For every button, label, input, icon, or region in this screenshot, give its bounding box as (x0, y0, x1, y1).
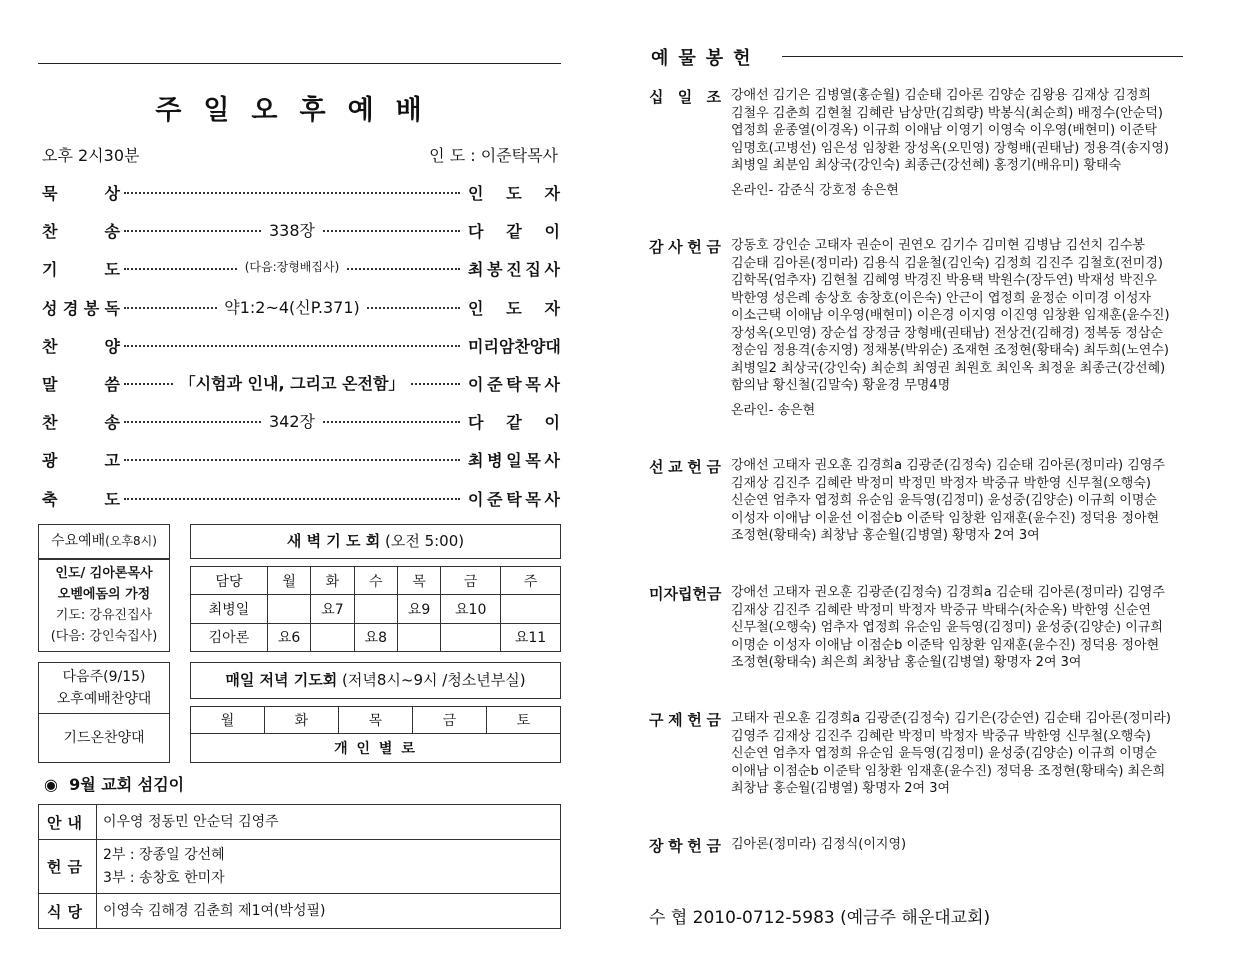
service-line: 이우영 정동민 안순덕 김영주 (103, 813, 279, 830)
order-person: 다 같 이 (468, 222, 560, 242)
order-label: 묵 상 (42, 184, 120, 203)
order-row (42, 334, 560, 358)
service-time: 오후 2시30분 (42, 146, 140, 165)
dawn-cell: 김아론 (191, 623, 268, 651)
offering-category: 감 사 헌 금 (649, 238, 721, 256)
nextweek-choir-box (38, 713, 170, 763)
dawn-header-cell: 월 (267, 567, 310, 595)
service-row (39, 805, 561, 840)
order-label: 성 경 봉 독 (42, 298, 120, 318)
service-line: 이영숙 김해경 김춘희 제1여(박성필) (103, 902, 326, 919)
evening-detail: (저녁8시~9시 /청소년부실) (342, 671, 526, 689)
dawn-header-cell: 화 (311, 567, 354, 595)
offering-name-line: 임명호(고병선) 임은성 임창환 장성옥(오민영) 장형배(권태남) 정용격(송지영) (731, 140, 1169, 156)
dawn-cell: 최병일 (191, 595, 268, 623)
offering-name-line: 이성자 이애남 이윤선 이점순b 이준탁 임창환 임재훈(윤수진) 정덕용 정아현 (731, 510, 1160, 526)
service-label: 헌금 (39, 840, 97, 894)
offering-category: 구 제 헌 금 (649, 711, 721, 729)
offering-name-line: 고태자 권오훈 김경희a 김광준(김정숙) 김기은(강순연) 김순태 김아론(정미라) (731, 711, 1171, 726)
offering-names (731, 710, 1183, 798)
offering-name-line: 강동호 강인순 고태자 권순이 권연오 김기수 김미현 김병남 김선치 김수봉 (731, 238, 1145, 253)
dawn-cell (311, 623, 354, 651)
dawn-cell (397, 623, 440, 651)
order-row (42, 487, 560, 511)
offering-rule (782, 56, 1183, 57)
order-person: 인 도 자 (468, 298, 560, 318)
offering-name-line: 김아론(정미라) 김정식(이지영) (731, 837, 907, 852)
wednesday-next: (다음: 강인숙집사) (50, 629, 158, 644)
order-label: 찬 송 (42, 413, 120, 433)
dawn-cell: 요6 (267, 623, 310, 651)
order-row (42, 410, 560, 434)
order-item-text: 342장 (263, 412, 321, 431)
order-label: 광 고 (42, 451, 120, 471)
service-label: 안내 (39, 805, 97, 840)
dawn-header-cell: 금 (441, 567, 501, 595)
order-person: 이 준 탁 목 사 (468, 489, 560, 509)
order-person: 미 리 암 찬 양 대 (468, 336, 561, 356)
evening-note: 개 인 별 로 (191, 734, 561, 763)
service-row (39, 894, 561, 929)
offering-name-line: 정순임 정용격(송지영) 정채봉(박위순) 조재현 조정현(황태숙) 최두희(노연수) (731, 343, 1169, 358)
service-team-table (38, 804, 561, 929)
offering-category: 십 일 조 (649, 88, 721, 106)
dotted-leader (124, 498, 460, 500)
order-item-text: 약1:2~4(신P.371) (218, 298, 366, 317)
evening-day-cell: 토 (486, 707, 560, 734)
bank-account: 수 협 2010-0712-5983 (예금주 해운대교회) (649, 908, 991, 928)
evening-title-box (190, 662, 561, 699)
wednesday-title-box (38, 524, 170, 559)
wednesday-song: 오벧에돔의 가정 (57, 587, 151, 602)
offering-names (731, 836, 1183, 854)
wednesday-time: (오후8시) (105, 534, 157, 548)
offering-names (731, 457, 1183, 545)
order-item (124, 371, 460, 394)
offering-name-line: 김학목(엄추자) 김현철 김혜영 박경진 박용택 박원수(장두연) 박재성 박진우 (731, 273, 1157, 288)
order-item (124, 295, 460, 318)
service-names (97, 840, 561, 894)
dawn-header-cell: 주 (501, 567, 561, 595)
order-row (42, 296, 560, 320)
evening-day-cell: 화 (264, 707, 338, 734)
offering-category: 장 학 헌 금 (649, 837, 721, 855)
order-person: 다 같 이 (468, 413, 560, 433)
dawn-cell: 요10 (441, 595, 501, 623)
order-item (124, 218, 460, 241)
order-label: 말 씀 (42, 375, 120, 394)
order-person: 이 준 탁 목 사 (468, 375, 560, 394)
service-label: 식당 (39, 894, 97, 929)
order-item-text: (다음:장형배집사) (239, 260, 346, 274)
dawn-cell: 요8 (354, 623, 397, 651)
evening-day-cell: 월 (191, 707, 265, 734)
order-person: 최 봉 진 집 사 (468, 260, 560, 280)
offering-name-line: 이소근택 이애남 이우영(배현미) 이은경 이지영 이진영 임창환 임재훈(윤수진) (731, 308, 1170, 323)
offering-name-line: 조정현(황태숙) 최창남 홍순월(김병열) 황명자 2여 3여 (731, 528, 1040, 543)
offering-name-line: 박한영 성은례 송상호 송창호(이은숙) 안근이 엽정희 윤정순 이미경 이성자 (731, 290, 1151, 306)
dawn-row (191, 595, 561, 623)
wednesday-leader: 인도/ 김아론목사 (55, 566, 153, 581)
order-item (124, 409, 460, 432)
evening-day-cell: 금 (412, 707, 486, 734)
evening-table (190, 706, 561, 763)
service-line: 2부 : 장종일 강선혜 (103, 846, 225, 863)
dawn-cell (441, 623, 501, 651)
nextweek-choir: 기드온찬양대 (63, 730, 145, 746)
order-row (42, 257, 560, 281)
dawn-title: 새 벽 기 도 회 (286, 532, 381, 550)
order-person: 최 병 일 목 사 (468, 451, 560, 471)
offering-heading: 예물봉헌 (651, 48, 761, 69)
service-leader: 인 도 : 이준탁목사 (429, 146, 558, 165)
evening-day-cell: 목 (338, 707, 412, 734)
wednesday-prayer: 기도: 강유진집사 (55, 608, 153, 623)
service-team-heading (44, 772, 184, 795)
offering-online: 온라인- 송은현 (731, 403, 816, 418)
offering-name-line: 신순연 엄추자 엽정희 유순임 윤득영(김정미) 윤성중(김양순) 이규희 이명순 (731, 493, 1157, 508)
offering-name-line: 장성옥(오민영) 장순섭 장정금 장형배(권태남) 전상건(김해경) 정복동 정삼순 (731, 325, 1163, 341)
page-title: 주일오후예배 (155, 95, 444, 126)
offering-name-line: 이명순 이성자 이애남 이점순b 이준탁 임창환 임재훈(윤수진) 정덕용 정아현 (731, 637, 1160, 653)
order-label: 기 도 (42, 260, 120, 280)
dawn-header-cell: 목 (397, 567, 440, 595)
dawn-cell: 요7 (311, 595, 354, 623)
dawn-header-row (191, 567, 561, 595)
offering-name-line: 최창남 홍순월(김병열) 황명자 2여 3여 (731, 781, 951, 796)
offering-names (731, 87, 1183, 175)
order-row (42, 219, 560, 243)
order-label: 축 도 (42, 489, 120, 509)
bullet-icon: ◉ (44, 775, 58, 794)
service-names (97, 805, 561, 840)
order-row (42, 372, 560, 396)
dawn-schedule-table (190, 566, 561, 652)
offering-name-line: 이애남 이점순b 이준탁 임창환 임재훈(윤수진) 정덕용 조정현(황태숙) 최은희 (731, 763, 1166, 779)
dawn-cell: 요9 (397, 595, 440, 623)
order-item-text: 「시험과 인내, 그리고 온전함」 (174, 374, 411, 393)
offering-name-line: 강애선 고태자 권오훈 김경희a 김광준(김정숙) 김순태 김아론(정미라) 김영주 (731, 458, 1165, 473)
offering-name-line: 강애선 고태자 권오훈 김광준(김정숙) 김경희a 김순태 김아론(정미라) 김영주 (731, 585, 1165, 600)
order-label: 찬 송 (42, 222, 120, 242)
dawn-cell (354, 595, 397, 623)
offering-name-line: 신순연 엄추자 엽정희 유순임 윤득영(김정미) 윤성중(김양순) 이규희 이명순 (731, 746, 1157, 761)
dawn-header-cell: 담당 (191, 567, 268, 595)
offering-names (731, 584, 1183, 672)
nextweek-title: 다음주(9/15) (62, 669, 146, 685)
dotted-leader (124, 192, 460, 194)
dawn-row (191, 623, 561, 651)
order-row (42, 181, 560, 205)
order-item (124, 256, 460, 275)
offering-name-line: 최병일 최분임 최상국(강인숙) 최종근(강선혜) 홍정기(배유미) 황태숙 (731, 158, 1122, 173)
offering-category: 선 교 헌 금 (649, 458, 721, 476)
order-row (42, 448, 560, 472)
service-names (97, 894, 561, 929)
offering-name-line: 김철우 김춘희 김현철 김혜란 남상만(김희량) 박봉식(최순희) 배정수(안순덕) (731, 105, 1163, 121)
offering-name-line: 최병일2 최상국(강인숙) 최순희 최영권 최원호 최인옥 최정윤 최종근(강선혜) (731, 360, 1166, 376)
offering-names (731, 237, 1183, 395)
service-row (39, 840, 561, 894)
offering-name-line: 신무철(오행숙) 엄추자 엽정희 유순임 윤득영(김정미) 윤성중(김양순) 이규희 (731, 620, 1163, 635)
order-label: 찬 양 (42, 336, 120, 356)
dotted-leader (124, 459, 460, 461)
offering-name-line: 김재상 김진주 김혜란 박정미 박정자 박중규 박태수(차순옥) 박한영 신순연 (731, 602, 1151, 618)
wednesday-title: 수요예배 (51, 533, 106, 549)
wednesday-detail-box (38, 559, 170, 652)
dawn-time: (오전 5:00) (384, 532, 465, 550)
dawn-header-cell: 수 (354, 567, 397, 595)
offering-category: 미 자 립 헌 금 (649, 585, 722, 603)
offering-name-line: 김순태 김아론(정미라) 김용식 김윤철(김인숙) 김정희 김진주 김철호(전미경) (731, 255, 1163, 271)
offering-name-line: 김영주 김재상 김진주 김혜란 박정미 박정자 박중규 박한영 신무철(오행숙) (731, 728, 1151, 744)
dawn-cell (501, 595, 561, 623)
nextweek-box (38, 662, 170, 714)
offering-name-line: 조정현(황태숙) 최은희 최창남 홍순월(김병열) 황명자 2여 3여 (731, 655, 1082, 670)
offering-name-line: 강애선 김기은 김병열(홍순월) 김순태 김아론 김양순 김왕용 김재상 김정희 (731, 88, 1151, 103)
offering-name-line: 엽정희 윤종열(이경옥) 이규희 이애남 이영기 이영숙 이우영(배현미) 이준탁 (731, 123, 1157, 138)
top-rule (38, 63, 561, 64)
dotted-leader (124, 345, 460, 347)
service-team-title: 9월 교회 섬김이 (69, 775, 185, 794)
offering-name-line: 김재상 김진주 김혜란 박정미 박정민 박정자 박중규 박한영 신무철(오행숙) (731, 475, 1151, 491)
order-item-text: 338장 (263, 221, 321, 240)
nextweek-subtitle: 오후예배찬양대 (56, 691, 152, 707)
dawn-cell (267, 595, 310, 623)
service-line: 3부 : 송창호 한미자 (103, 869, 225, 886)
offering-name-line: 함의남 황신철(김말숙) 황윤경 무명4명 (731, 378, 951, 393)
order-person: 인 도 자 (468, 184, 560, 203)
evening-title: 매일 저녁 기도회 (225, 671, 338, 689)
dawn-cell: 요11 (501, 623, 561, 651)
offering-online: 온라인- 감준식 강호정 송은현 (731, 183, 899, 198)
dawn-title-box (190, 524, 561, 559)
